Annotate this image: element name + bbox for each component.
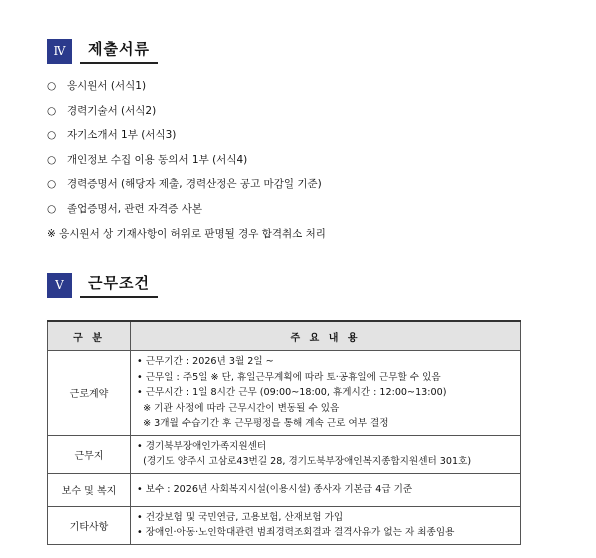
list-item-text: 경력기술서 (서식2) [67,104,157,117]
list-item [47,78,326,103]
list-item-text: 졸업증명서, 관련 자격증 사본 [67,202,203,215]
list-item [47,201,326,226]
content-line: • 보수 : 2026년 사회복지시설(이용시설) 종사자 기본급 4급 기준 [137,483,413,495]
content-line: • 건강보험 및 국민연금, 고용보험, 산재보험 가입 [137,511,344,523]
circle-bullet-icon: ○ [47,104,57,117]
row-label: 근로계약 [48,351,131,436]
table-row [48,506,521,544]
table-row [48,435,521,473]
content-line: • 근무시간 : 1일 8시간 근무 (09:00~18:00, 휴게시간 : 12:00~13:00) [137,387,447,398]
column-header-category: 구 분 [48,321,131,351]
row-label: 보수 및 복지 [48,473,131,506]
note-item [47,226,326,251]
table-row [48,351,521,436]
content-line: • 경기북부장애인가족지원센터 [137,440,267,452]
circle-bullet-icon: ○ [47,178,57,191]
list-item [47,103,326,128]
section-numeral: Ⅴ [47,273,72,298]
content-line: ※ 3개월 수습기간 후 근무평정을 통해 계속 근로 여부 결정 [137,418,389,429]
list-item [47,127,326,152]
circle-bullet-icon: ○ [47,202,57,215]
section-numeral: Ⅳ [47,39,72,64]
list-item-text: 경력증명서 (해당자 제출, 경력산정은 공고 마감일 기준) [67,178,322,191]
row-content [131,351,521,436]
content-line: • 장애인·아동·노인학대관련 범죄경력조회결과 결격사유가 없는 자 최종임용 [137,527,455,538]
circle-bullet-icon: ○ [47,153,57,166]
section-header-submission-docs [47,37,158,65]
content-line: • 근무기간 : 2026년 3월 2일 ~ [137,356,274,367]
column-header-content: 주 요 내 용 [131,321,521,351]
content-line: • 근무일 : 주5일 ※ 단, 휴일근무계획에 따라 토·공휴일에 근무할 수 있음 [137,371,441,383]
section-header-work-conditions [47,271,158,299]
submission-doc-list [47,78,326,250]
list-item-text: 응시원서 (서식1) [67,80,147,92]
section-title: 근무조건 [80,272,158,298]
row-content [131,473,521,506]
section-title: 제출서류 [80,38,158,64]
row-content [131,506,521,544]
circle-bullet-icon: ○ [47,80,57,92]
row-label: 근무지 [48,435,131,473]
list-item-text: 자기소개서 1부 (서식3) [67,129,177,142]
table-header-row [48,321,521,351]
list-item-text: 개인정보 수집 이용 동의서 1부 (서식4) [67,153,248,166]
row-label: 기타사항 [48,506,131,544]
list-item [47,152,326,177]
content-line: ※ 기관 사정에 따라 근무시간이 변동될 수 있음 [137,402,340,414]
circle-bullet-icon: ○ [47,129,57,142]
work-conditions-table [47,320,521,545]
disqualification-note: ※ 응시원서 상 기재사항이 허위로 판명될 경우 합격취소 처리 [47,227,326,240]
row-content [131,435,521,473]
table-row [48,473,521,506]
list-item [47,176,326,201]
content-line: (경기도 양주시 고삼로43번길 28, 경기도북부장애인복지종합지원센터 301호) [137,456,472,467]
